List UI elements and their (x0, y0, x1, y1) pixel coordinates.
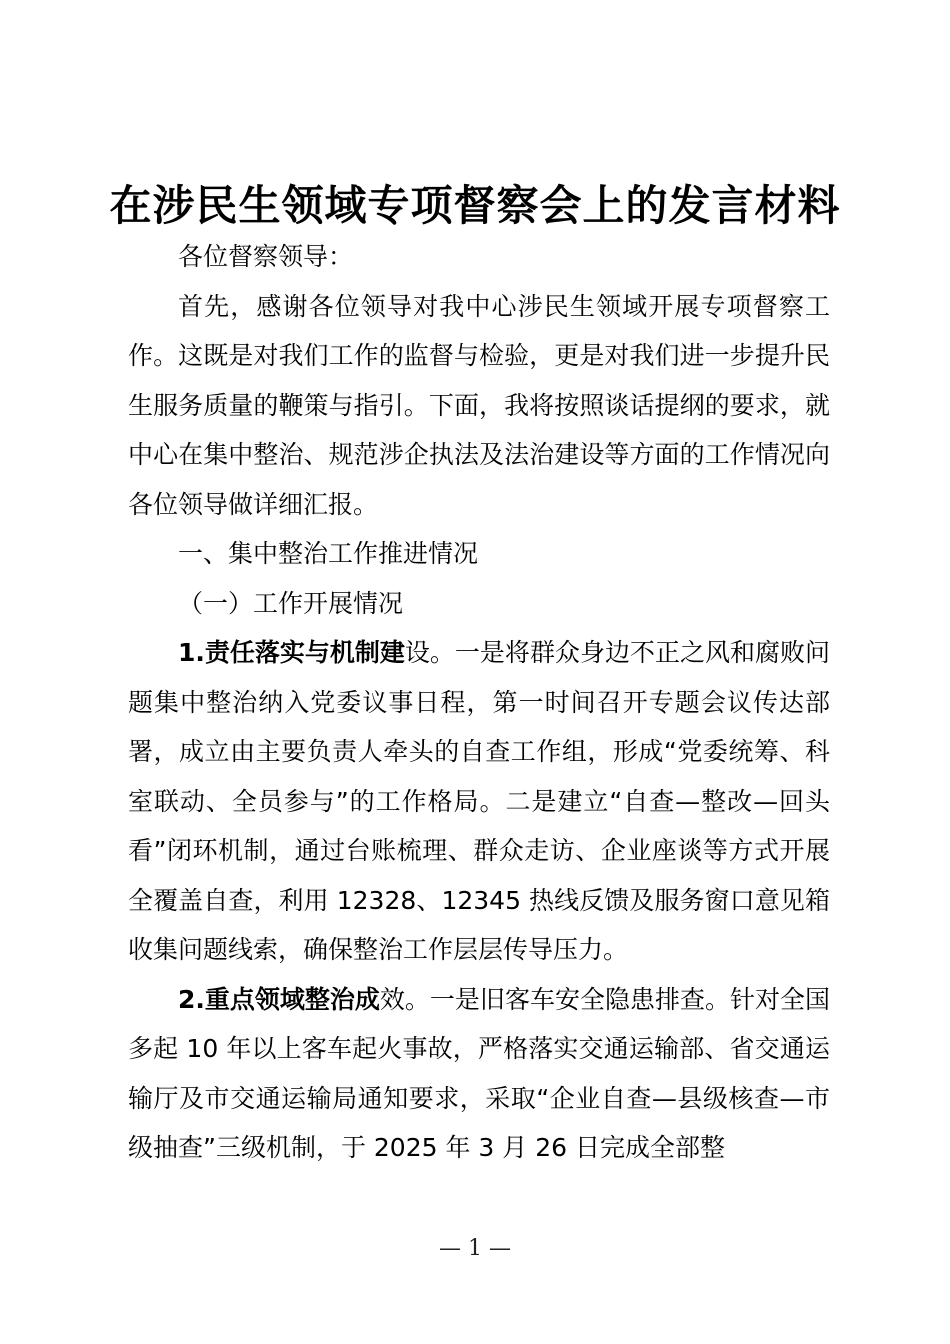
page-number: — 1 — (439, 1236, 511, 1261)
item-1-bold-lead: 1.责任落实与机制建 (178, 638, 405, 667)
item-2-paragraph (128, 975, 830, 1173)
subsection-heading: （一）工作开展情况 (178, 588, 404, 618)
item-2-text: 效。一是旧客车安全隐患排查。针对全国多起 10 年以上客车起火事故，严格落实交通运输部、省交通运输厅及市交通运输局通知要求，采取“企业自查—县级核查—市级抽查”三级机制，于 2025 年 3 月 26 日完成全部整 (128, 984, 830, 1162)
salutation: 各位督察领导： (178, 242, 354, 271)
item-1-text: 设。一是将群众身边不正之风和腐败问题集中整治纳入党委议事日程，第一时间召开专题会议传达部署，成立由主要负责人牵头的自查工作组，形成“党委统筹、科室联动、全员参与”的工作格局。二是建立“自查—整改—回头看”闭环机制，通过台账梳理、群众走访、企业座谈等方式开展全覆盖自查，利用 12328、12345 热线反馈及服务窗口意见箱收集问题线索，确保整治工作层层传导压力。 (128, 638, 830, 964)
document-body (128, 232, 830, 1173)
document-title: 在涉民生领域专项督察会上的发言材料 (109, 181, 841, 230)
section-heading: 一、集中整治工作推进情况 (178, 539, 479, 568)
intro-paragraph: 首先，感谢各位领导对我中心涉民生领域开展专项督察工作。这既是对我们工作的监督与检验，更是对我们进一步提升民生服务质量的鞭策与指引。下面，我将按照谈话提纲的要求，就中心在集中整治、规范涉企执法及法治建设等方面的工作情况向各位领导做详细汇报。 (128, 291, 830, 519)
item-2-bold-lead: 2.重点领域整治成 (178, 984, 380, 1014)
item-1-paragraph (128, 628, 830, 975)
